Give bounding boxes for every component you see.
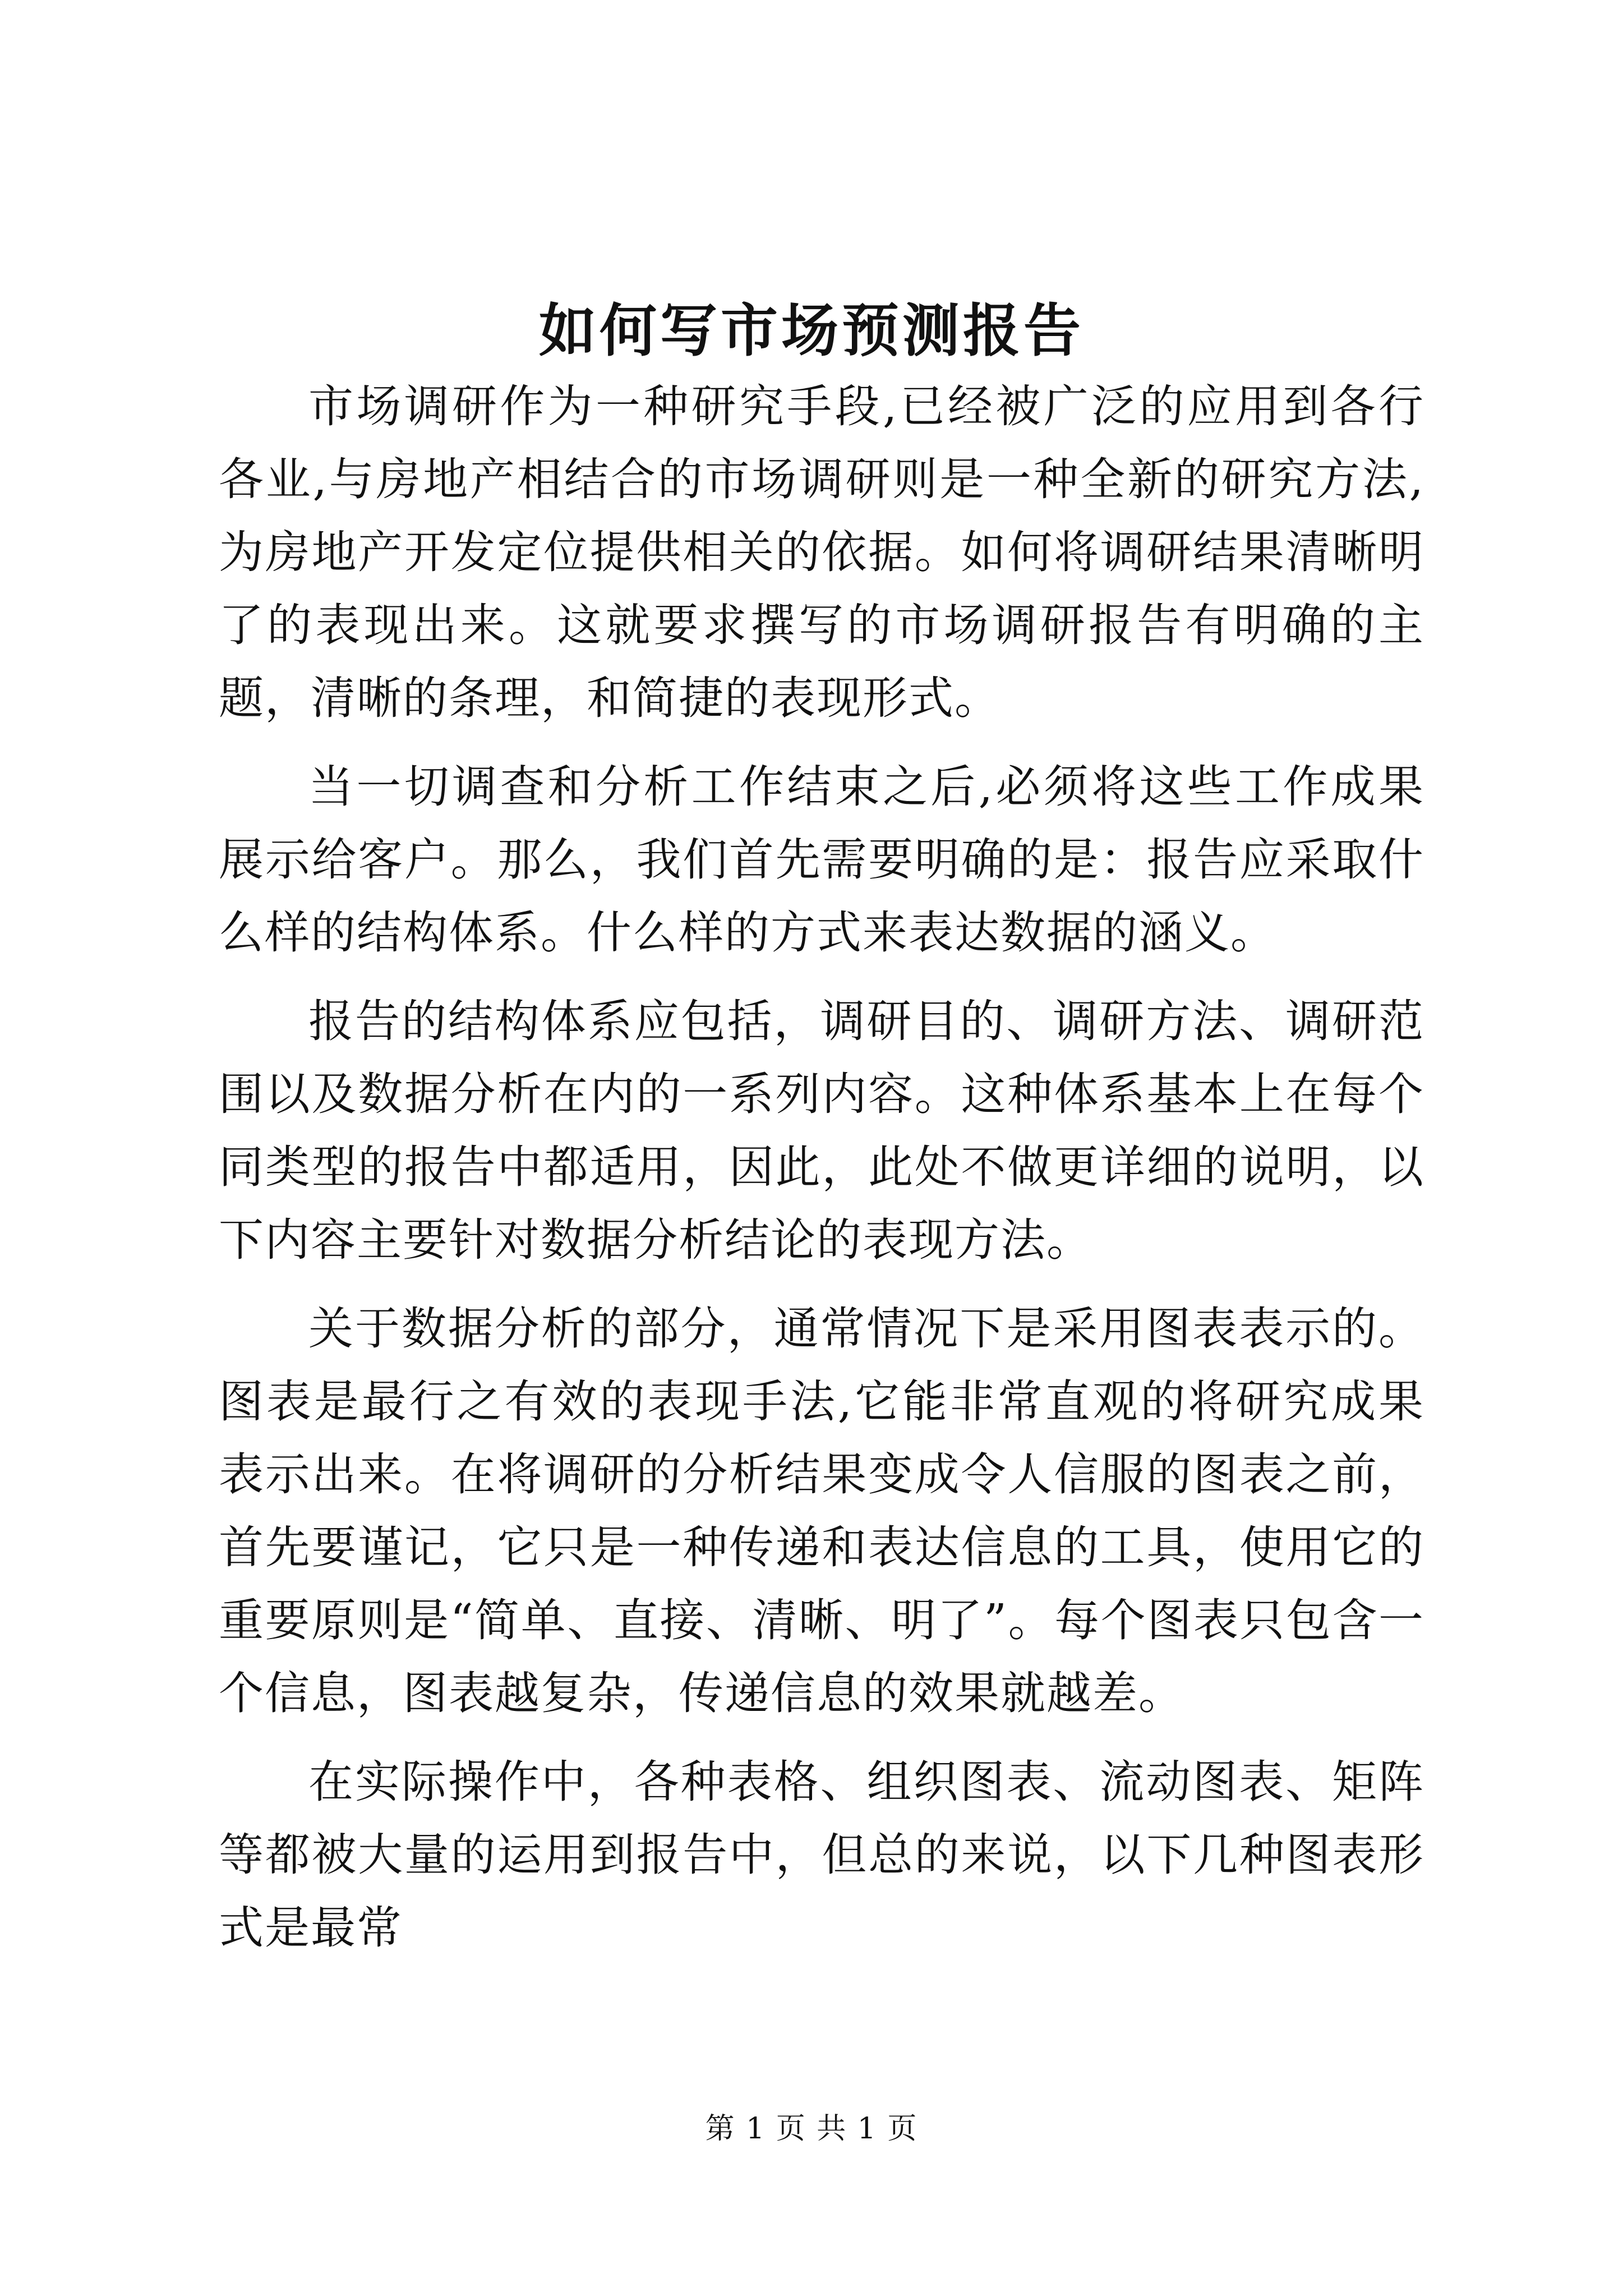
document-body bbox=[219, 370, 1424, 1964]
paragraph: 市场调研作为一种研究手段,已经被广泛的应用到各行各业,与房地产相结合的市场调研则是一种全新的研究方法,为房地产开发定位提供相关的依据。如何将调研结果清晰明了的表现出来。这就要求撰写的市场调研报告有明确的主题，清晰的条理，和简捷的表现形式。 bbox=[219, 380, 1424, 724]
document-title: 如何写市场预测报告 bbox=[539, 297, 1084, 365]
paragraph: 当一切调查和分析工作结束之后,必须将这些工作成果展示给客户。那么，我们首先需要明确的是：报告应采取什么样的结构体系。什么样的方式来表达数据的涵义。 bbox=[219, 761, 1424, 959]
paragraph: 关于数据分析的部分，通常情况下是采用图表表示的。图表是最行之有效的表现手法,它能非常直观的将研究成果表示出来。在将调研的分析结果变成令人信服的图表之前，首先要谨记，它只是一种传递和表达信息的工具，使用它的重要原则是“简单、直接、清晰、明了”。每个图表只包含一个信息，图表越复杂，传递信息的效果就越差。 bbox=[219, 1303, 1424, 1719]
paragraph: 在实际操作中，各种表格、组织图表、流动图表、矩阵等都被大量的运用到报告中，但总的来说，以下几种图表形式是最常 bbox=[219, 1756, 1424, 1954]
paragraph: 报告的结构体系应包括，调研目的、调研方法、调研范围以及数据分析在内的一系列内容。这种体系基本上在每个同类型的报告中都适用，因此，此处不做更详细的说明，以下内容主要针对数据分析结论的表现方法。 bbox=[219, 995, 1424, 1266]
page-footer: 第 1 页 共 1 页 bbox=[705, 2112, 918, 2146]
